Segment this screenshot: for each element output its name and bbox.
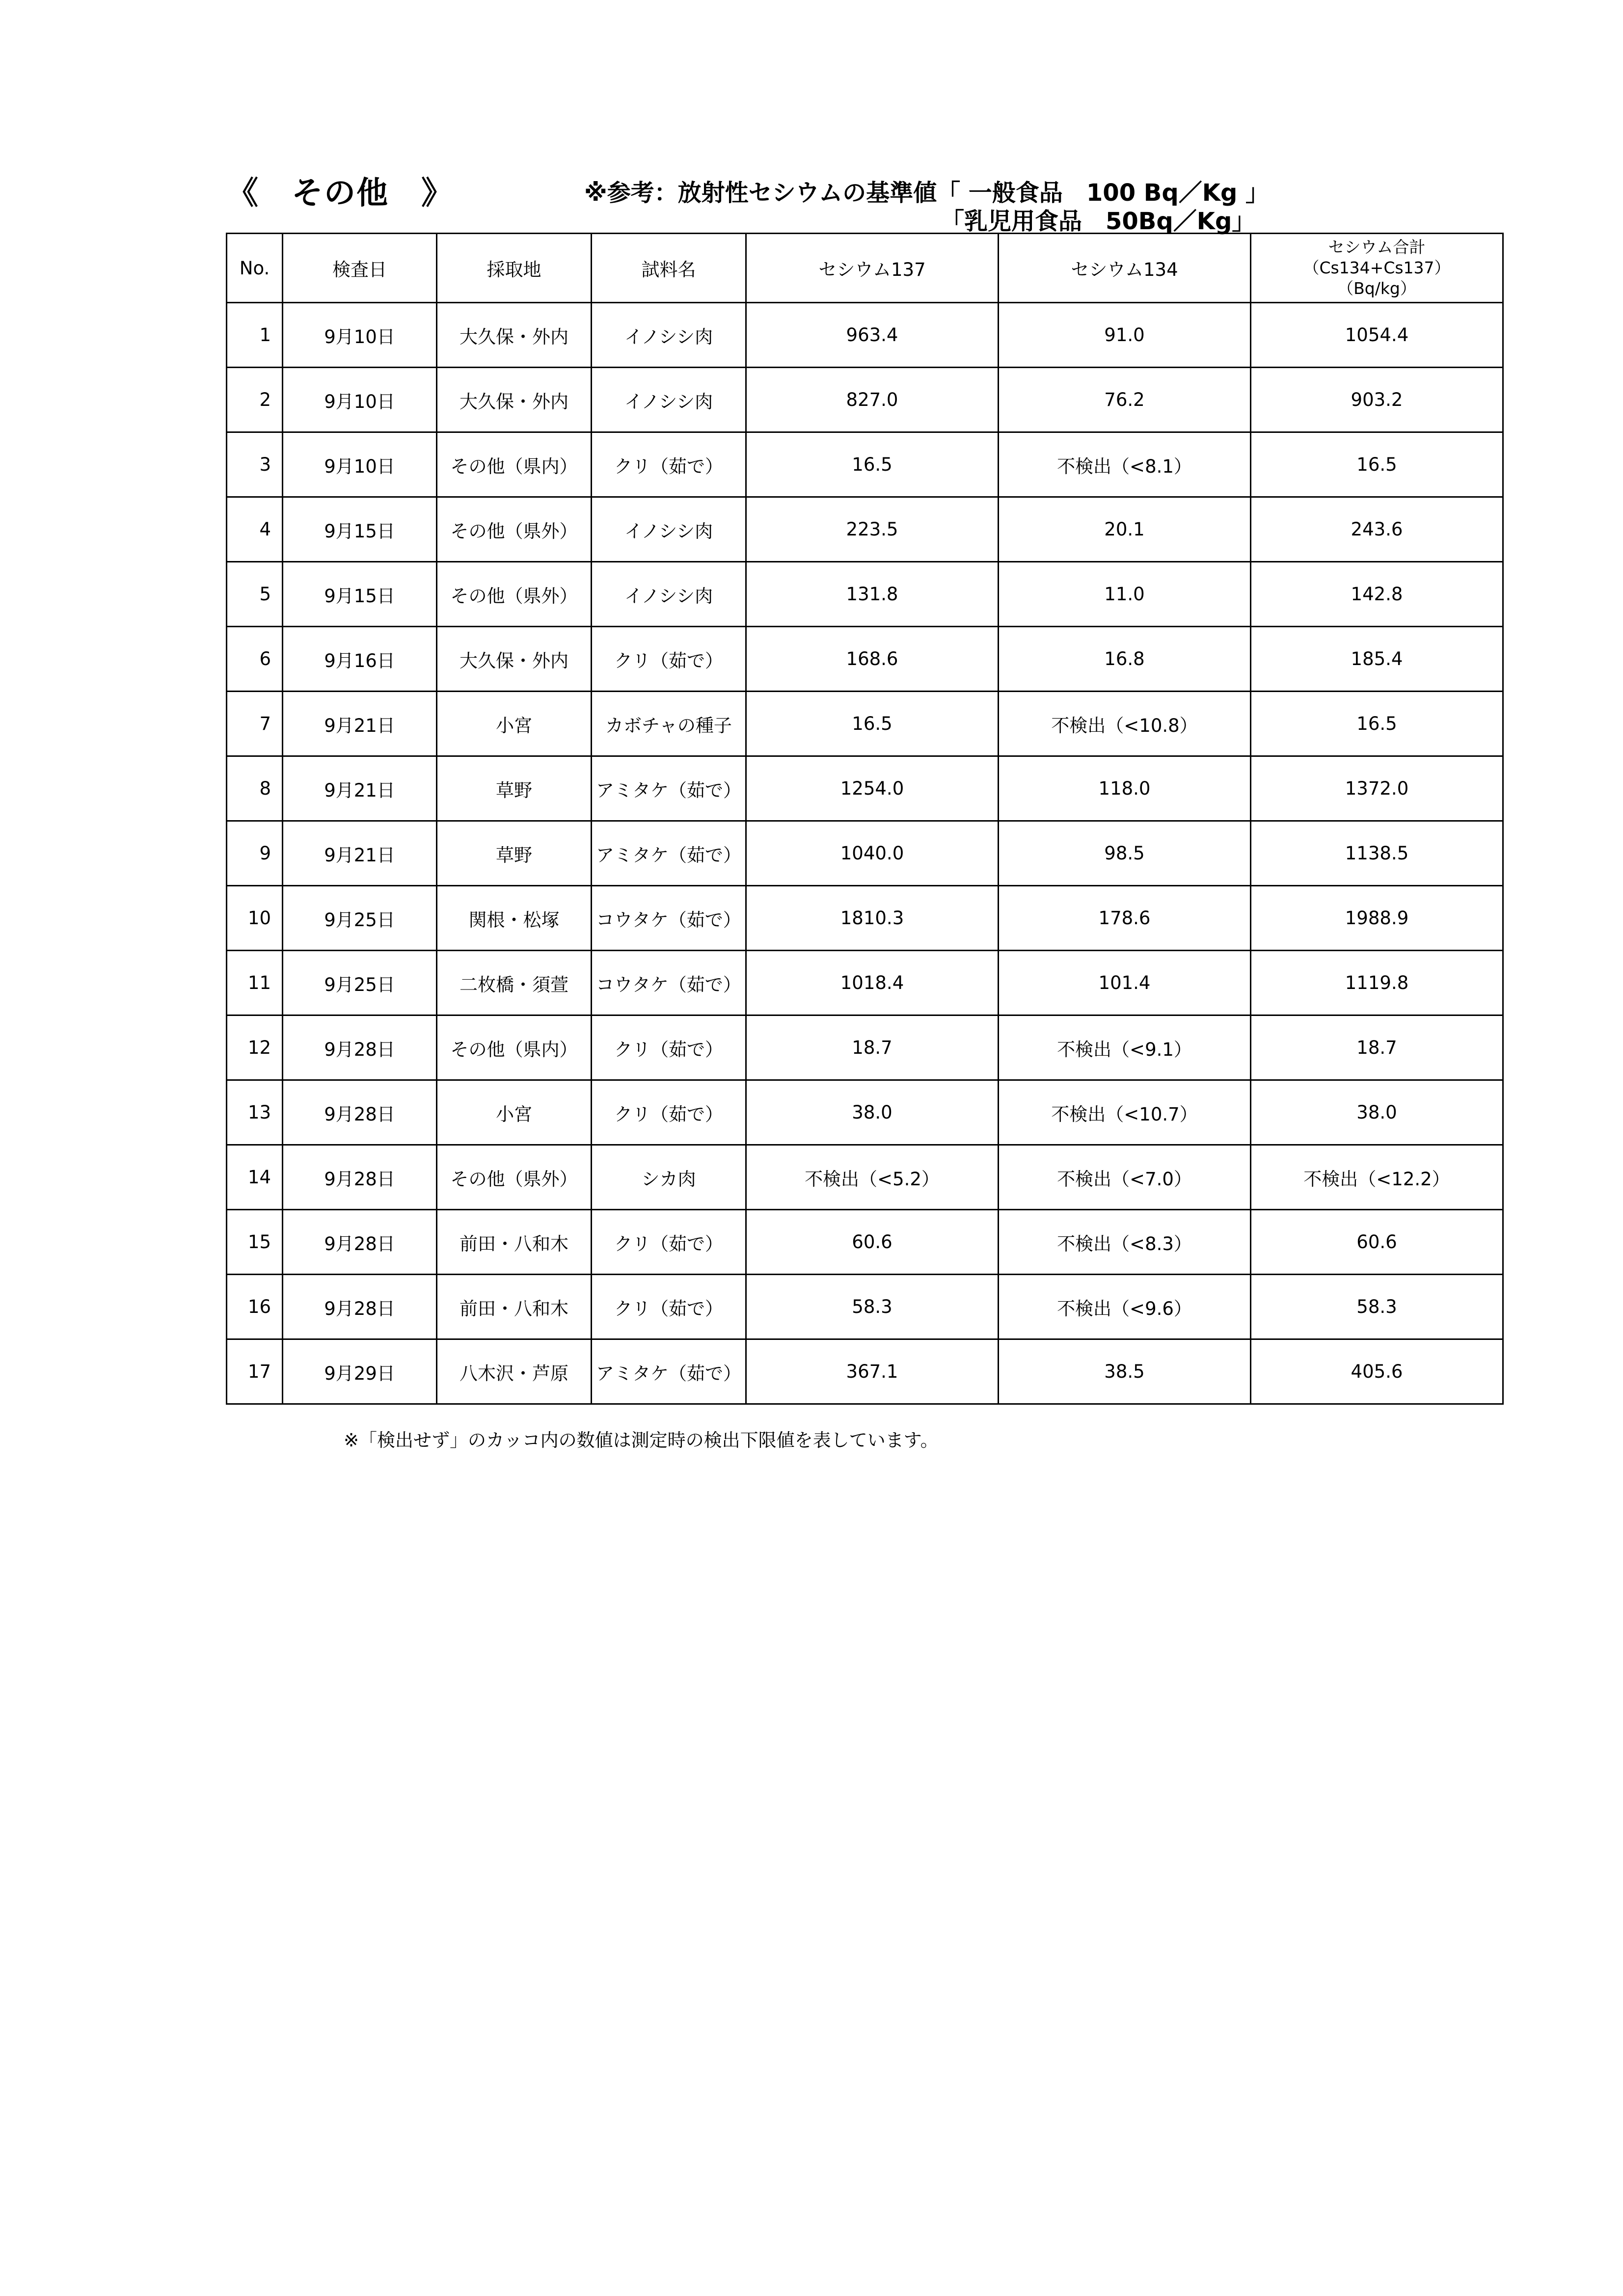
cell-cs137: 58.3 [746, 1275, 999, 1339]
cell-sample: クリ（茹で） [592, 627, 746, 692]
cell-location: 大久保・外内 [437, 627, 592, 692]
table-row [227, 886, 1503, 951]
cell-location: その他（県内） [437, 1015, 592, 1080]
header-sample: 試料名 [592, 234, 746, 303]
cell-sample: クリ（茹で） [592, 1275, 746, 1339]
table-row [227, 1145, 1503, 1210]
table-row [227, 1210, 1503, 1275]
cell-location: 大久保・外内 [437, 368, 592, 432]
header-date: 検査日 [283, 234, 437, 303]
cell-total: 405.6 [1251, 1339, 1503, 1404]
cell-location: その他（県外） [437, 562, 592, 627]
cell-cs137: 1254.0 [746, 756, 999, 821]
cell-cs137: 168.6 [746, 627, 999, 692]
header-no: No. [227, 234, 283, 303]
cell-sample: イノシシ肉 [592, 497, 746, 562]
cell-total: 1054.4 [1251, 303, 1503, 368]
cell-cs137: 60.6 [746, 1210, 999, 1275]
cell-total: 1119.8 [1251, 951, 1503, 1015]
cell-location: その他（県内） [437, 432, 592, 497]
cell-total: 不検出（<12.2） [1251, 1145, 1503, 1210]
cell-cs134: 101.4 [999, 951, 1251, 1015]
cell-cs137: 38.0 [746, 1080, 999, 1145]
cell-total: 1138.5 [1251, 821, 1503, 886]
cell-date: 9月25日 [283, 886, 437, 951]
cell-cs134: 不検出（<10.7） [999, 1080, 1251, 1145]
cell-location: その他（県外） [437, 1145, 592, 1210]
cell-total: 16.5 [1251, 432, 1503, 497]
cell-no: 12 [227, 1015, 283, 1080]
cell-total: 58.3 [1251, 1275, 1503, 1339]
cell-date: 9月21日 [283, 821, 437, 886]
cell-no: 1 [227, 303, 283, 368]
cell-cs134: 不検出（<8.3） [999, 1210, 1251, 1275]
cell-cs134: 不検出（<7.0） [999, 1145, 1251, 1210]
cell-sample: アミタケ（茹で） [592, 1339, 746, 1404]
cell-no: 14 [227, 1145, 283, 1210]
cell-sample: コウタケ（茹で） [592, 951, 746, 1015]
cell-no: 6 [227, 627, 283, 692]
cell-date: 9月10日 [283, 432, 437, 497]
cell-cs134: 118.0 [999, 756, 1251, 821]
cell-cs134: 不検出（<8.1） [999, 432, 1251, 497]
cell-total: 1372.0 [1251, 756, 1503, 821]
cell-date: 9月21日 [283, 692, 437, 756]
cell-total: 16.5 [1251, 692, 1503, 756]
cell-total: 185.4 [1251, 627, 1503, 692]
table-row [227, 821, 1503, 886]
cell-location: 小宮 [437, 1080, 592, 1145]
table-body [227, 303, 1503, 1404]
cell-no: 7 [227, 692, 283, 756]
cell-sample: クリ（茹で） [592, 1210, 746, 1275]
cell-location: 二枚橋・須萱 [437, 951, 592, 1015]
reference-standard-general: ※参考：放射性セシウムの基準値「 一般食品 100 Bq／Kg 」 [584, 179, 1270, 207]
cell-cs137: 131.8 [746, 562, 999, 627]
table-row [227, 562, 1503, 627]
reference-standard-infant: 「乳児用食品 50Bq／Kg」 [941, 208, 1256, 235]
cell-location: 関根・松塚 [437, 886, 592, 951]
cell-no: 17 [227, 1339, 283, 1404]
cell-cs137: 963.4 [746, 303, 999, 368]
header-total [1251, 234, 1503, 303]
header-location: 採取地 [437, 234, 592, 303]
table-row [227, 1015, 1503, 1080]
cell-cs134: 不検出（<9.6） [999, 1275, 1251, 1339]
cell-date: 9月15日 [283, 562, 437, 627]
cell-cs134: 178.6 [999, 886, 1251, 951]
table-row [227, 368, 1503, 432]
cell-date: 9月10日 [283, 368, 437, 432]
cell-date: 9月28日 [283, 1145, 437, 1210]
cell-no: 11 [227, 951, 283, 1015]
cell-cs134: 不検出（<9.1） [999, 1015, 1251, 1080]
cell-cs134: 不検出（<10.8） [999, 692, 1251, 756]
table-row [227, 951, 1503, 1015]
cell-total: 18.7 [1251, 1015, 1503, 1080]
table-row [227, 756, 1503, 821]
cell-cs137: 1810.3 [746, 886, 999, 951]
table-row [227, 497, 1503, 562]
cell-cs134: 76.2 [999, 368, 1251, 432]
cell-cs137: 18.7 [746, 1015, 999, 1080]
cell-total: 903.2 [1251, 368, 1503, 432]
cell-total: 1988.9 [1251, 886, 1503, 951]
header-cs134: セシウム134 [999, 234, 1251, 303]
cell-no: 10 [227, 886, 283, 951]
cell-location: 前田・八和木 [437, 1275, 592, 1339]
cell-sample: イノシシ肉 [592, 303, 746, 368]
cell-date: 9月29日 [283, 1339, 437, 1404]
cell-date: 9月21日 [283, 756, 437, 821]
cell-no: 16 [227, 1275, 283, 1339]
cell-cs134: 38.5 [999, 1339, 1251, 1404]
cell-no: 5 [227, 562, 283, 627]
cell-sample: イノシシ肉 [592, 562, 746, 627]
cell-location: 小宮 [437, 692, 592, 756]
cell-cs134: 91.0 [999, 303, 1251, 368]
header-total-formula: （Cs134+Cs137） [1303, 258, 1451, 277]
cell-total: 142.8 [1251, 562, 1503, 627]
cell-cs137: 16.5 [746, 432, 999, 497]
cell-sample: イノシシ肉 [592, 368, 746, 432]
cell-sample: アミタケ（茹で） [592, 821, 746, 886]
cell-cs137: 1018.4 [746, 951, 999, 1015]
cell-location: 前田・八和木 [437, 1210, 592, 1275]
cell-date: 9月10日 [283, 303, 437, 368]
footnote: ※「検出せず」のカッコ内の数値は測定時の検出下限値を表しています。 [344, 1430, 939, 1451]
results-table [226, 233, 1504, 1405]
cell-cs137: 367.1 [746, 1339, 999, 1404]
cell-date: 9月28日 [283, 1080, 437, 1145]
cell-date: 9月15日 [283, 497, 437, 562]
cell-cs134: 98.5 [999, 821, 1251, 886]
cell-no: 9 [227, 821, 283, 886]
cell-cs134: 11.0 [999, 562, 1251, 627]
cell-location: 八木沢・芦原 [437, 1339, 592, 1404]
cell-cs137: 16.5 [746, 692, 999, 756]
table-row [227, 692, 1503, 756]
cell-no: 8 [227, 756, 283, 821]
cell-sample: コウタケ（茹で） [592, 886, 746, 951]
cell-cs134: 20.1 [999, 497, 1251, 562]
cell-sample: シカ肉 [592, 1145, 746, 1210]
cell-sample: クリ（茹で） [592, 1080, 746, 1145]
table-header-row [227, 234, 1503, 303]
cell-date: 9月28日 [283, 1275, 437, 1339]
table-row [227, 432, 1503, 497]
cell-cs137: 827.0 [746, 368, 999, 432]
cell-cs137: 223.5 [746, 497, 999, 562]
cell-no: 15 [227, 1210, 283, 1275]
cell-location: 草野 [437, 756, 592, 821]
table-row [227, 627, 1503, 692]
cell-no: 4 [227, 497, 283, 562]
cell-cs137: 1040.0 [746, 821, 999, 886]
cell-date: 9月25日 [283, 951, 437, 1015]
table-row [227, 1080, 1503, 1145]
cell-location: 草野 [437, 821, 592, 886]
cell-no: 13 [227, 1080, 283, 1145]
cell-total: 243.6 [1251, 497, 1503, 562]
cell-cs134: 16.8 [999, 627, 1251, 692]
cell-sample: クリ（茹で） [592, 432, 746, 497]
cell-total: 38.0 [1251, 1080, 1503, 1145]
cell-no: 2 [227, 368, 283, 432]
cell-location: その他（県外） [437, 497, 592, 562]
cell-sample: カボチャの種子 [592, 692, 746, 756]
page-title: 《 その他 》 [227, 175, 454, 212]
header-total-label: セシウム合計 [1328, 238, 1426, 257]
cell-sample: アミタケ（茹で） [592, 756, 746, 821]
header-cs137: セシウム137 [746, 234, 999, 303]
cell-total: 60.6 [1251, 1210, 1503, 1275]
cell-date: 9月28日 [283, 1210, 437, 1275]
cell-cs137: 不検出（<5.2） [746, 1145, 999, 1210]
table-row [227, 1275, 1503, 1339]
table-row [227, 303, 1503, 368]
header-total-unit: （Bq/kg） [1337, 279, 1416, 298]
cell-location: 大久保・外内 [437, 303, 592, 368]
cell-no: 3 [227, 432, 283, 497]
cell-sample: クリ（茹で） [592, 1015, 746, 1080]
table-row [227, 1339, 1503, 1404]
cell-date: 9月28日 [283, 1015, 437, 1080]
cell-date: 9月16日 [283, 627, 437, 692]
